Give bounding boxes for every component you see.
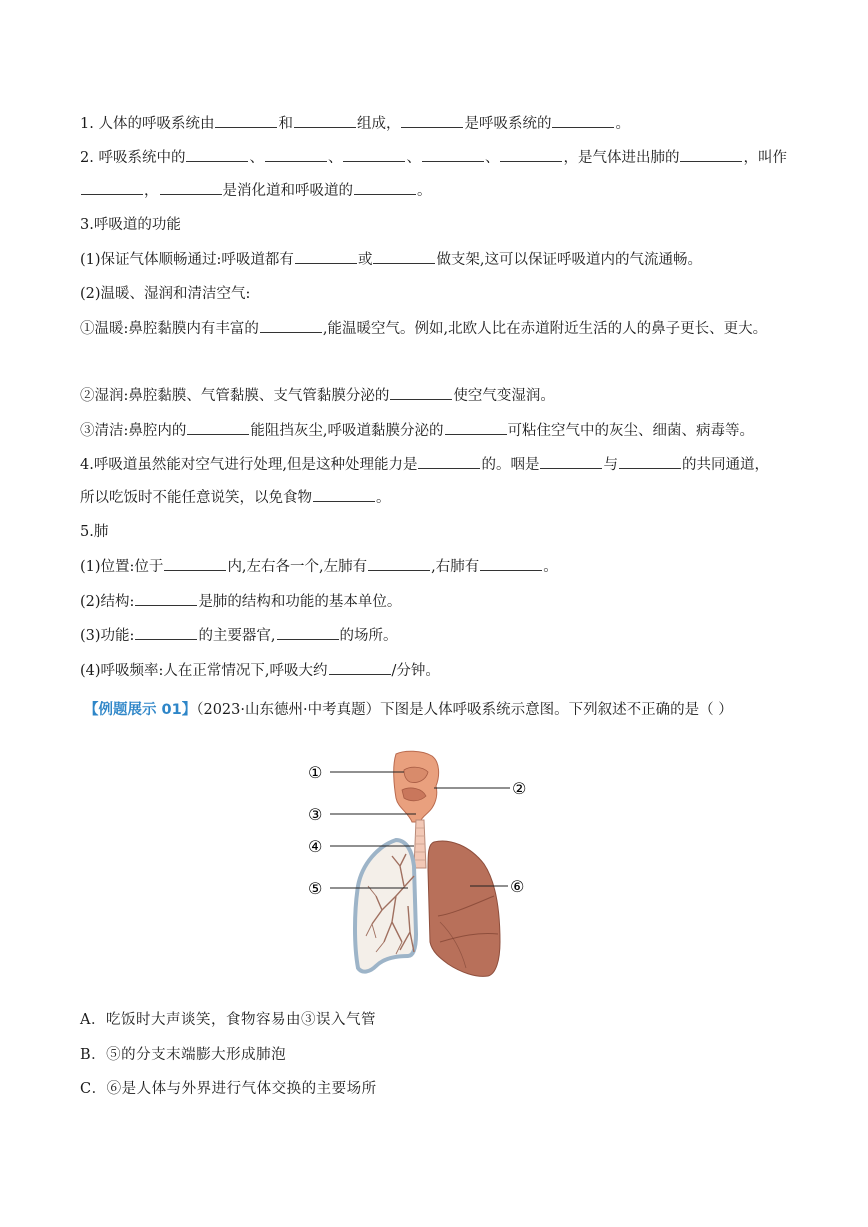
question-line-2 xyxy=(80,147,787,168)
answer-blank[interactable] xyxy=(500,147,562,162)
text: 做支架,这可以保证呼吸道内的气流通畅。 xyxy=(436,252,703,268)
text: ,能温暖空气。例如,北欧人比在赤道附近生活的人的鼻子更长、更大。 xyxy=(322,321,768,337)
option-c[interactable]: C．⑥是人体与外界进行气体交换的主要场所 xyxy=(80,1081,377,1097)
answer-blank[interactable] xyxy=(390,385,452,400)
answer-blank[interactable] xyxy=(164,556,226,571)
text: 和 xyxy=(278,116,293,132)
diagram-label-5: ⑤ xyxy=(308,879,323,898)
subheading-2 xyxy=(80,284,250,304)
text: 。 xyxy=(376,490,391,506)
answer-blank[interactable] xyxy=(373,249,435,264)
question-line-11 xyxy=(80,487,391,508)
trachea-illustration xyxy=(414,820,426,868)
question-line-10 xyxy=(80,454,769,475)
text: ③清洁:鼻腔内的 xyxy=(80,423,187,439)
question-line-9 xyxy=(80,420,754,441)
answer-blank[interactable] xyxy=(619,454,681,469)
answer-blank[interactable] xyxy=(540,454,602,469)
question-line-5 xyxy=(80,249,702,270)
text: 是消化道和呼吸道的 xyxy=(222,183,353,199)
text: 。 xyxy=(543,559,558,575)
right-lung-illustration xyxy=(428,841,500,976)
answer-blank[interactable] xyxy=(265,147,327,162)
text: 的共同通道， xyxy=(681,457,769,473)
text: ， xyxy=(144,183,159,199)
text: 5.肺 xyxy=(80,524,109,540)
answer-blank[interactable] xyxy=(401,113,463,128)
text: (2)温暖、湿润和清洁空气: xyxy=(80,286,251,302)
diagram-label-4: ④ xyxy=(308,837,323,856)
answer-blank[interactable] xyxy=(81,180,143,195)
answer-blank[interactable] xyxy=(294,113,356,128)
question-line-8 xyxy=(80,385,555,406)
question-line-3 xyxy=(80,180,432,201)
text: 、 xyxy=(327,150,343,166)
text: ②湿润:鼻腔黏膜、气管黏膜、支气管黏膜分泌的 xyxy=(80,388,390,404)
text: 4.呼吸道虽然能对空气进行处理,但是这种处理能力是 xyxy=(80,457,418,473)
answer-blank[interactable] xyxy=(343,147,405,162)
answer-blank[interactable] xyxy=(160,180,222,195)
text: 使空气变湿润。 xyxy=(453,388,555,404)
answer-blank[interactable] xyxy=(368,556,430,571)
text: 的主要器官, xyxy=(198,628,276,644)
option-a[interactable]: A．吃饭时大声谈笑，食物容易由③误入气管 xyxy=(80,1012,376,1028)
text: 的。咽是 xyxy=(481,457,540,473)
question-line-13 xyxy=(80,556,558,577)
question-line-7 xyxy=(80,318,767,339)
diagram-label-6: ⑥ xyxy=(510,877,525,896)
text: ①温暖:鼻腔黏膜内有丰富的 xyxy=(80,321,259,337)
text: ,右肺有 xyxy=(431,559,480,575)
text: 组成， xyxy=(356,116,401,132)
text: 的场所。 xyxy=(339,628,398,644)
answer-blank[interactable] xyxy=(445,420,507,435)
respiratory-system-diagram xyxy=(300,746,540,980)
answer-blank[interactable] xyxy=(552,113,614,128)
question-line-14 xyxy=(80,591,401,612)
answer-blank[interactable] xyxy=(260,318,322,333)
answer-blank[interactable] xyxy=(329,660,391,675)
text: /分钟。 xyxy=(391,663,440,679)
answer-blank[interactable] xyxy=(313,487,375,502)
answer-blank[interactable] xyxy=(277,625,339,640)
text: 。 xyxy=(615,116,630,132)
text: 3.呼吸道的功能 xyxy=(80,217,181,233)
answer-blank[interactable] xyxy=(135,591,197,606)
text: 是呼吸系统的 xyxy=(464,116,552,132)
section-heading-3 xyxy=(80,215,181,235)
text: ，叫作 xyxy=(743,150,787,166)
text: ，是气体进出肺的 xyxy=(563,150,680,166)
diagram-label-3: ③ xyxy=(308,805,323,824)
example-tag: 【例题展示 01】 xyxy=(84,702,197,718)
text: 、 xyxy=(484,150,500,166)
question-line-1 xyxy=(80,113,630,134)
diagram-label-2: ② xyxy=(512,779,527,798)
text: 或 xyxy=(357,252,373,268)
text: 内,左右各一个,左肺有 xyxy=(227,559,368,575)
question-line-15 xyxy=(80,625,398,646)
text: 。 xyxy=(417,183,432,199)
answer-blank[interactable] xyxy=(418,454,480,469)
answer-blank[interactable] xyxy=(680,147,742,162)
example-question xyxy=(84,700,733,720)
text: 2. 呼吸系统中的 xyxy=(80,150,186,166)
left-lung-illustration xyxy=(355,840,416,972)
text: 与 xyxy=(603,457,618,473)
head-illustration xyxy=(394,751,439,822)
answer-blank[interactable] xyxy=(354,180,416,195)
option-b[interactable]: B．⑤的分支末端膨大形成肺泡 xyxy=(80,1047,287,1063)
text: 可粘住空气中的灰尘、细菌、病毒等。 xyxy=(507,423,754,439)
text: (2)结构: xyxy=(80,594,135,610)
text: 1. 人体的呼吸系统由 xyxy=(80,116,215,132)
text: 能阻挡灰尘,呼吸道黏膜分泌的 xyxy=(250,423,444,439)
text: (4)呼吸频率:人在正常情况下,呼吸大约 xyxy=(80,663,328,679)
answer-blank[interactable] xyxy=(295,249,357,264)
answer-blank[interactable] xyxy=(422,147,484,162)
text: (1)位置:位于 xyxy=(80,559,164,575)
answer-blank[interactable] xyxy=(480,556,542,571)
text: 、 xyxy=(249,150,264,166)
text: 是肺的结构和功能的基本单位。 xyxy=(198,594,402,610)
example-stem: （2023·山东德州·中考真题）下图是人体呼吸系统示意图。下列叙述不正确的是（ ） xyxy=(196,702,733,718)
text: (3)功能: xyxy=(80,628,135,644)
section-heading-5 xyxy=(80,522,108,542)
text: (1)保证气体顺畅通过:呼吸道都有 xyxy=(80,252,294,268)
diagram-label-1: ① xyxy=(308,763,323,782)
text: 、 xyxy=(406,150,421,166)
answer-blank[interactable] xyxy=(187,420,249,435)
answer-blank[interactable] xyxy=(135,625,197,640)
answer-blank[interactable] xyxy=(215,113,277,128)
answer-blank[interactable] xyxy=(186,147,248,162)
question-line-16 xyxy=(80,660,440,681)
text: 所以吃饭时不能任意说笑，以免食物 xyxy=(80,490,312,506)
